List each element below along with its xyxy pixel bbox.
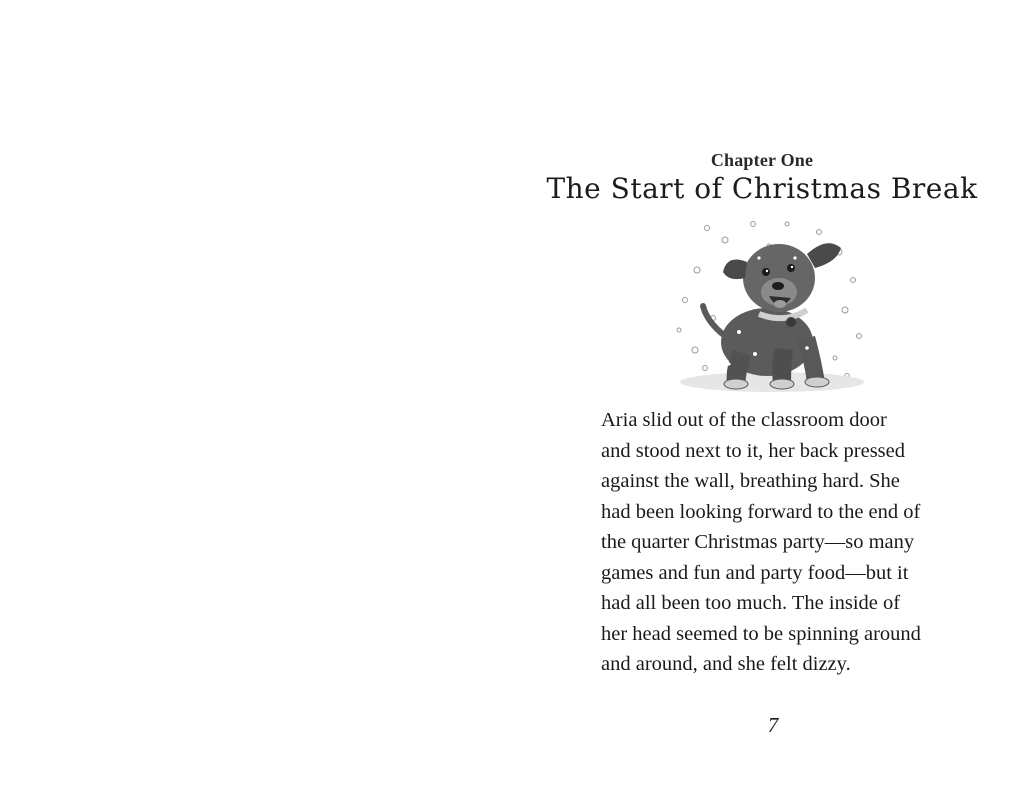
body-line: and stood next to it, her back pressed bbox=[601, 439, 906, 462]
body-paragraph bbox=[601, 405, 981, 680]
chapter-title: The Start of Christmas Break bbox=[546, 172, 978, 205]
puppy-in-snow-illustration bbox=[667, 218, 877, 396]
body-line: against the wall, breathing hard. She bbox=[601, 470, 900, 492]
body-line: the quarter Christmas party—so many bbox=[601, 531, 915, 553]
body-line: had all been too much. The inside of bbox=[601, 592, 901, 614]
body-line: games and fun and party food—but it bbox=[601, 561, 909, 584]
chapter-label: Chapter One bbox=[710, 150, 814, 170]
body-line: and around, and she felt dizzy. bbox=[601, 653, 851, 675]
body-line: her head seemed to be spinning around bbox=[601, 622, 921, 645]
right-page bbox=[512, 0, 1024, 788]
page-number: 7 bbox=[767, 713, 779, 737]
body-line: Aria slid out of the classroom door bbox=[601, 409, 887, 431]
body-line: had been looking forward to the end of bbox=[601, 500, 921, 523]
